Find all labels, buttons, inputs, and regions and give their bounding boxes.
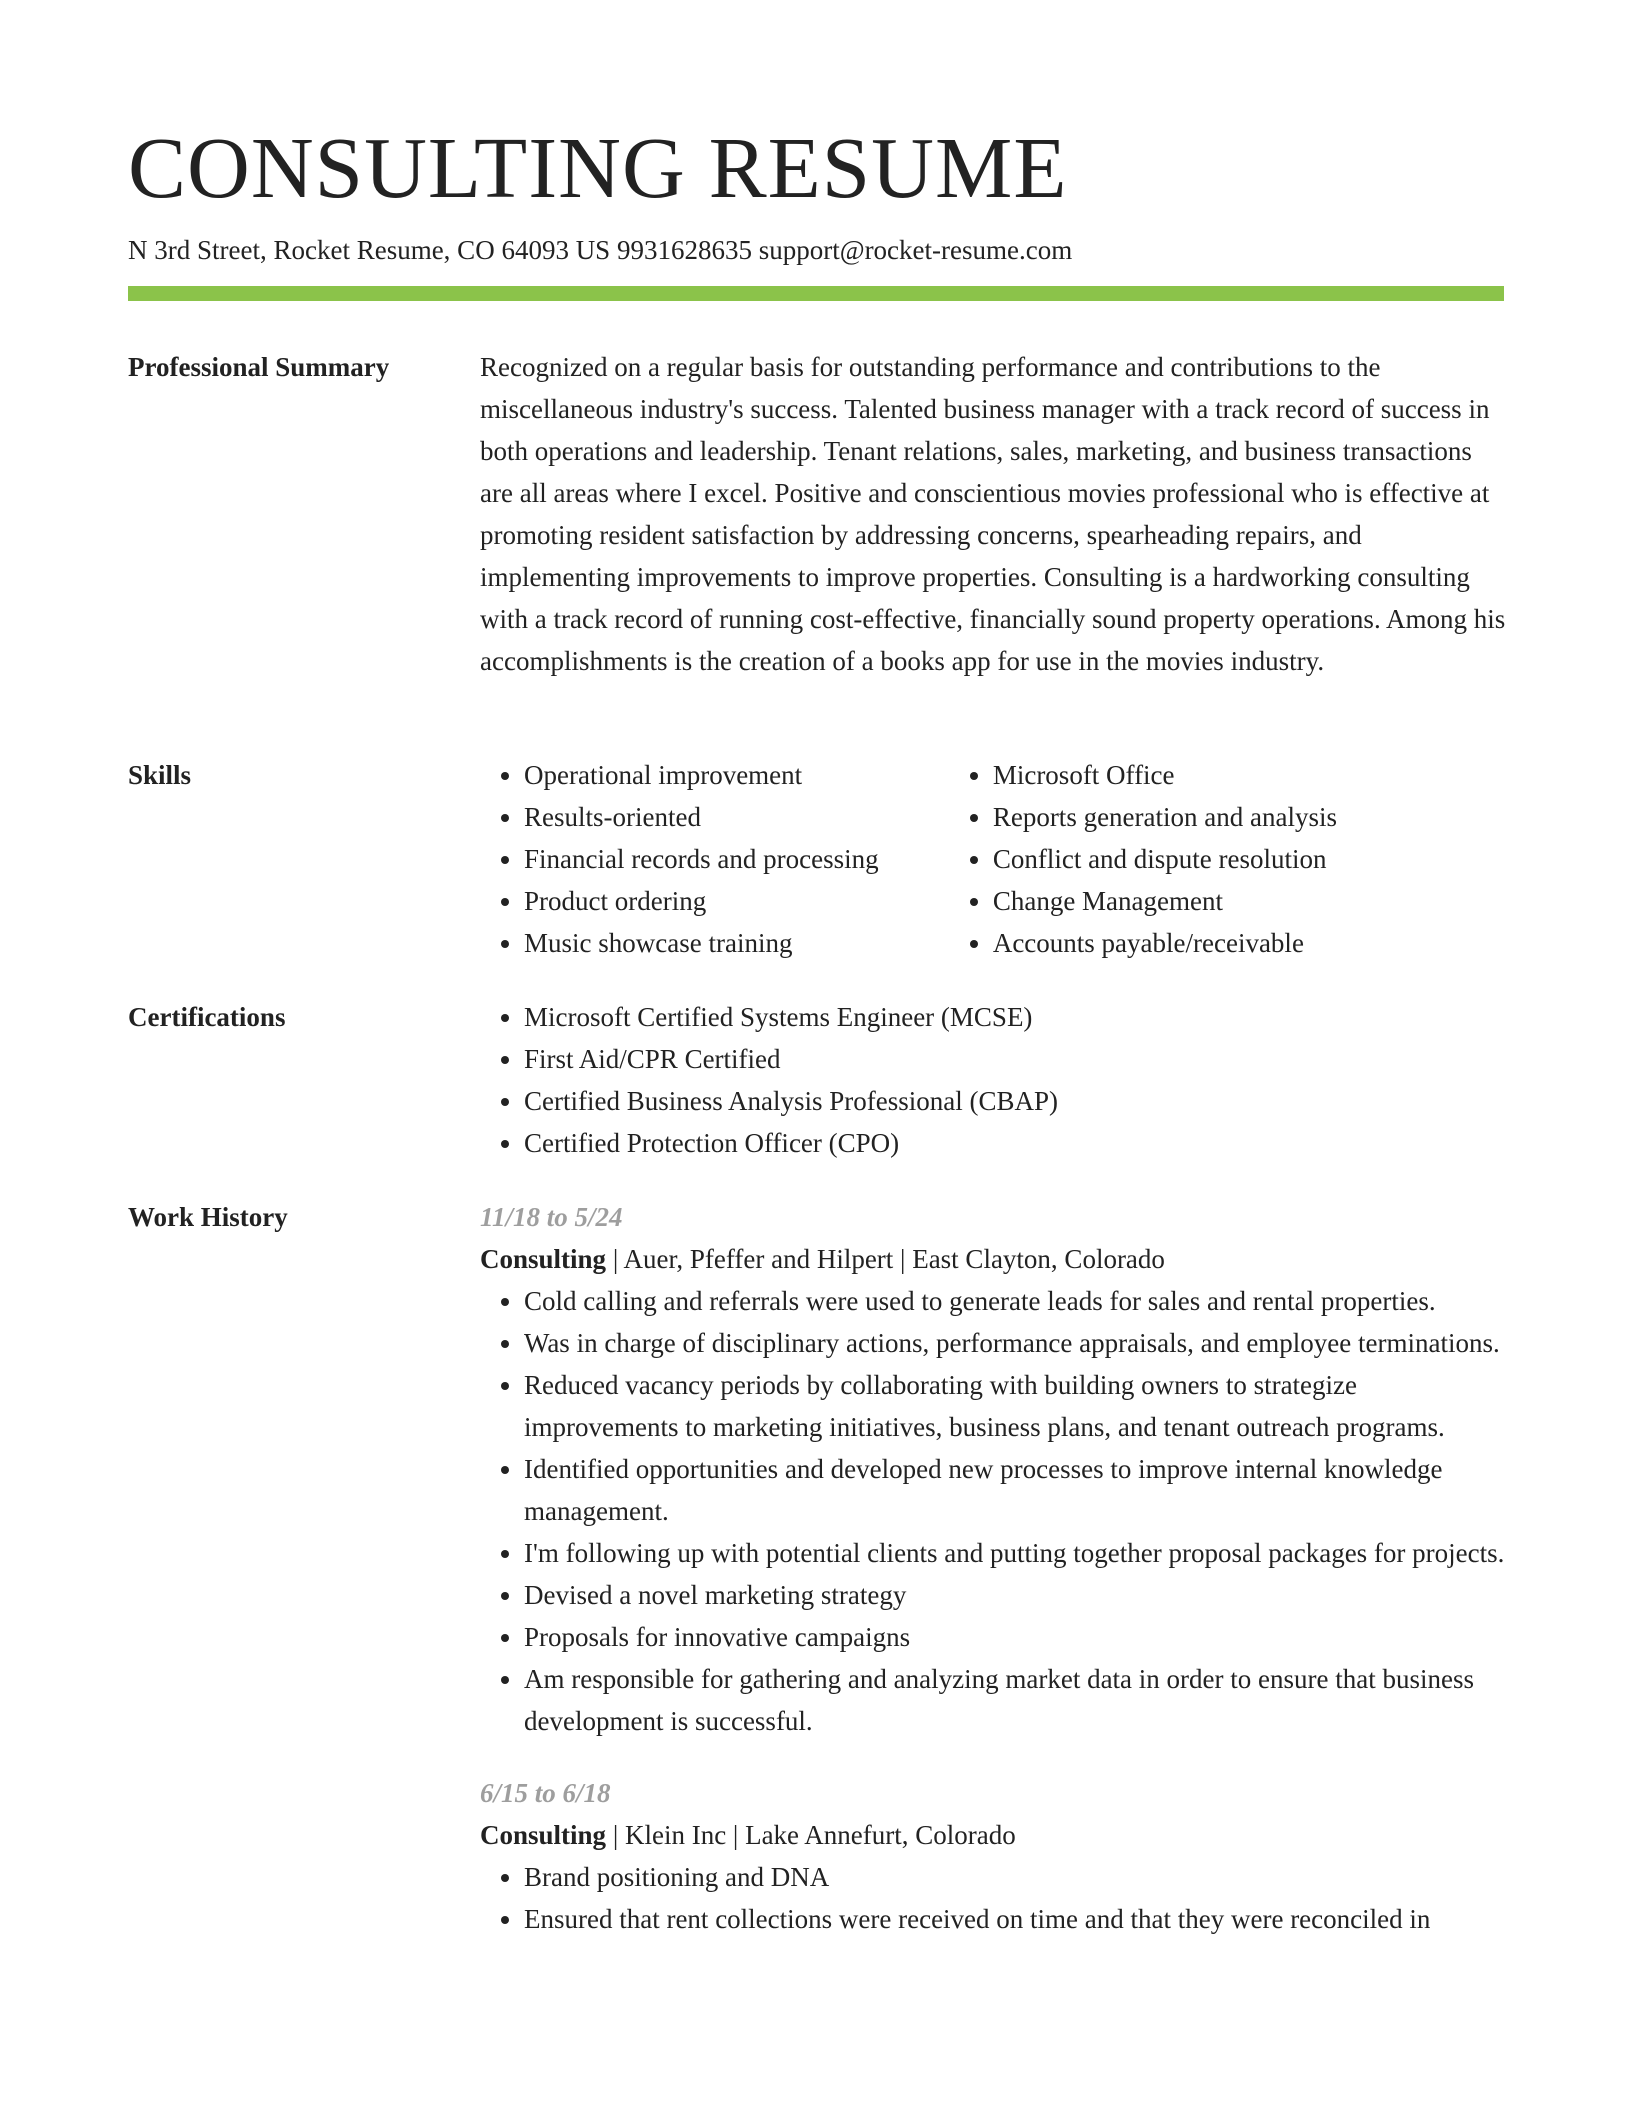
job-bullet: • Devised a novel marketing strategy <box>524 1574 1510 1616</box>
skill-item: • Music showcase training <box>524 922 949 964</box>
contact-info: N 3rd Street, Rocket Resume, CO 64093 US 9931628635 support@rocket-resume.com <box>128 235 1073 265</box>
summary-label: Professional Summary <box>128 352 390 382</box>
skills-list-right <box>949 754 1510 964</box>
skill-item: • Financial records and processing <box>524 838 949 880</box>
job-bullet: • Reduced vacancy periods by collaborating with building owners to strategize improvements to marketing initiatives, business plans, and tenant outreach programs. <box>524 1364 1510 1448</box>
job-entry <box>480 1772 1510 1940</box>
skill-item: • Microsoft Office <box>993 754 1510 796</box>
work-history-body <box>480 1196 1510 1940</box>
skill-item: • Change Management <box>993 880 1510 922</box>
job-bullets <box>480 1280 1510 1742</box>
job-heading <box>480 1814 1510 1856</box>
skills-label: Skills <box>128 760 192 790</box>
work-history-label: Work History <box>128 1202 288 1232</box>
job-title: Consulting <box>480 1820 607 1850</box>
job-bullets <box>480 1856 1510 1940</box>
job-heading <box>480 1238 1510 1280</box>
job-entry <box>480 1196 1510 1742</box>
skill-item: • Product ordering <box>524 880 949 922</box>
accent-divider <box>128 286 1504 301</box>
certifications-body <box>480 996 1510 1164</box>
job-employer-location: | Auer, Pfeffer and Hilpert | East Clayton, Colorado <box>606 1244 1165 1274</box>
certification-item: • Microsoft Certified Systems Engineer (MCSE) <box>524 996 1510 1038</box>
job-title: Consulting <box>480 1244 607 1274</box>
skill-item: • Reports generation and analysis <box>993 796 1510 838</box>
job-bullet: • Brand positioning and DNA <box>524 1856 1510 1898</box>
certification-item: • First Aid/CPR Certified <box>524 1038 1510 1080</box>
summary-text: Recognized on a regular basis for outstanding performance and contributions to the miscellaneous industry's success. Talented business manager with a track record of success in both operations and leadership. Tenant relations, sales, marketing, and business transactions are all areas where I excel. Positive and conscientious movies professional who is effective at promoting resident satisfaction by addressing concerns, spearheading repairs, and implementing improvements to improve properties. Consulting is a hardworking consulting with a track record of running cost-effective, financially sound property operations. Among his accomplishments is the creation of a books app for use in the movies industry. <box>480 352 1506 676</box>
summary-body <box>480 346 1510 682</box>
skill-item: • Accounts payable/receivable <box>993 922 1510 964</box>
job-bullet: • Cold calling and referrals were used to generate leads for sales and rental properties. <box>524 1280 1510 1322</box>
skill-item: • Results-oriented <box>524 796 949 838</box>
job-dates: 6/15 to 6/18 <box>480 1778 611 1808</box>
certification-item: • Certified Protection Officer (CPO) <box>524 1122 1510 1164</box>
job-bullet: • Proposals for innovative campaigns <box>524 1616 1510 1658</box>
job-bullet: • I'm following up with potential clients and putting together proposal packages for projects. <box>524 1532 1510 1574</box>
certification-item: • Certified Business Analysis Professional (CBAP) <box>524 1080 1510 1122</box>
skills-body <box>480 754 1510 964</box>
certifications-label: Certifications <box>128 1002 286 1032</box>
job-bullet: • Am responsible for gathering and analyzing market data in order to ensure that business development is successful. <box>524 1658 1510 1742</box>
resume-title: CONSULTING RESUME <box>128 119 1068 216</box>
job-bullet: • Ensured that rent collections were received on time and that they were reconciled in <box>524 1898 1510 1940</box>
job-employer-location: | Klein Inc | Lake Annefurt, Colorado <box>606 1820 1016 1850</box>
skill-item: • Conflict and dispute resolution <box>993 838 1510 880</box>
job-dates: 11/18 to 5/24 <box>480 1202 623 1232</box>
skills-list-left <box>480 754 949 964</box>
certifications-list <box>480 996 1510 1164</box>
job-bullet: • Identified opportunities and developed new processes to improve internal knowledge management. <box>524 1448 1510 1532</box>
skill-item: • Operational improvement <box>524 754 949 796</box>
job-bullet: • Was in charge of disciplinary actions, performance appraisals, and employee terminations. <box>524 1322 1510 1364</box>
